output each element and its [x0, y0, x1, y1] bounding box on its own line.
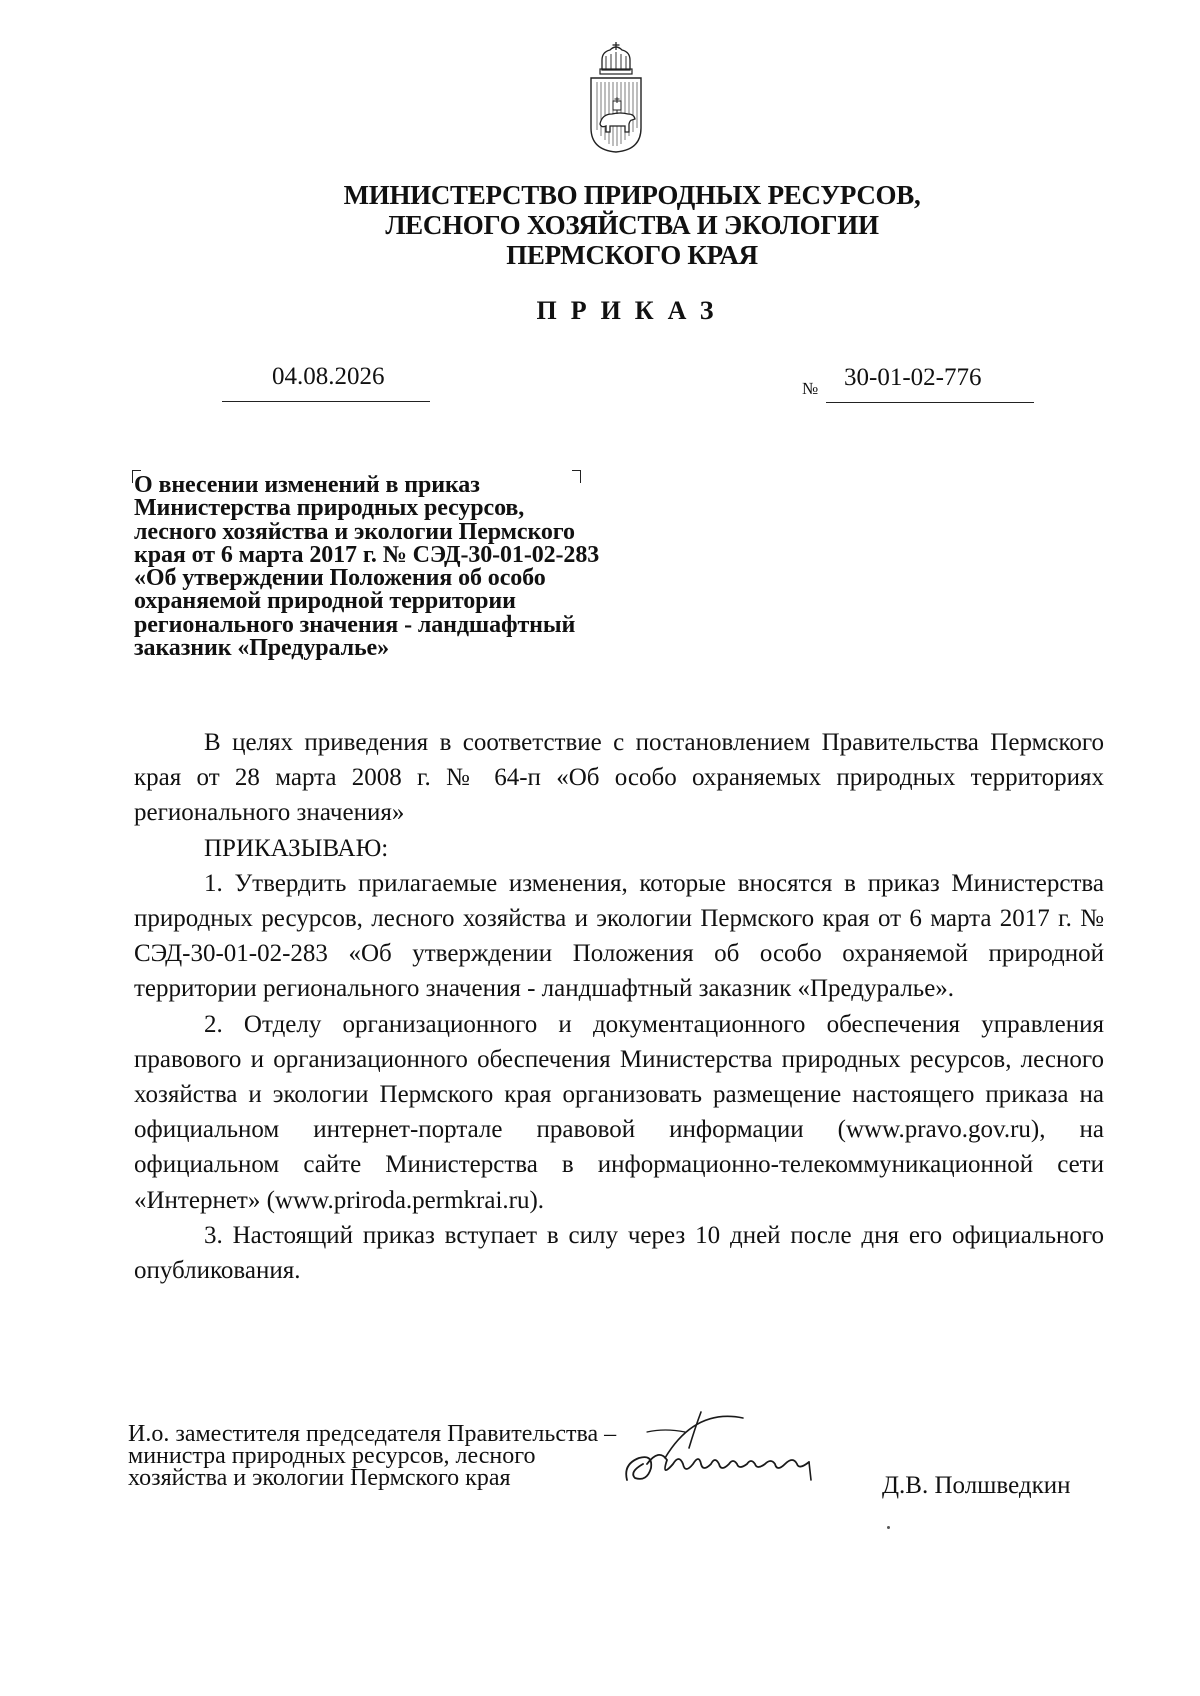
subject-line: «Об утверждении Положения об особо	[134, 565, 546, 592]
order-item-3: 3. Настоящий приказ вступает в силу через 10 дней после дня его официального опубликования.	[134, 1221, 1104, 1285]
ministry-name-line-1: МИНИСТЕРСТВО ПРИРОДНЫХ РЕСУРСОВ,	[343, 180, 921, 210]
signatory-post-line-1: И.о. заместителя председателя Правительства –	[128, 1421, 617, 1447]
subject-line: заказник «Предуралье»	[134, 635, 389, 662]
number-sign: №	[802, 379, 819, 398]
ministry-name-line-3: ПЕРМСКОГО КРАЯ	[506, 240, 758, 270]
subject-line: края от 6 марта 2017 г. № СЭД-30-01-02-283	[134, 541, 600, 568]
coat-of-arms-icon	[588, 40, 644, 154]
document-date: 04.08.2026	[272, 363, 385, 390]
signatory-post-line-2: министра природных ресурсов, лесного	[128, 1443, 536, 1469]
order-word: ПРИКАЗЫВАЮ:	[204, 834, 389, 862]
order-item-1: 1. Утвердить прилагаемые изменения, которые вносятся в приказ Министерства природных ресурсов, лесного хозяйства и экологии Пермского края от 6 марта 2017 г. № СЭД-30-01-02-283 «Об утверждении Положения об особо охраняемой природной территории регионального значения - ландшафтный заказник «Предуралье».	[134, 869, 1104, 1003]
signatory-name: Д.В. Полшведкин	[882, 1472, 1071, 1499]
order-subject	[134, 474, 734, 660]
preamble-paragraph: В целях приведения в соответствие с постановлением Правительства Пермского края от 28 марта 2008 г. № 64-п «Об особо охраняемых природных территориях регионального значения»	[134, 729, 1104, 827]
ministry-header	[200, 180, 1064, 270]
subject-line: О внесении изменений в приказ	[134, 472, 480, 498]
signatory-post-line-3: хозяйства и экологии Пермского края	[128, 1465, 511, 1491]
subject-line: регионального значения - ландшафтный	[134, 611, 576, 638]
date-field	[222, 363, 430, 402]
subject-line: Министерства природных ресурсов,	[134, 495, 525, 522]
document-number: 30-01-02-776	[844, 364, 982, 391]
document-type-title: ПРИКАЗ	[536, 296, 728, 325]
number-field	[826, 364, 1034, 403]
signatory-position	[128, 1423, 616, 1489]
ministry-name-line-2: ЛЕСНОГО ХОЗЯЙСТВА И ЭКОЛОГИИ	[385, 210, 879, 240]
scan-speck	[887, 1526, 890, 1529]
order-item-2: 2. Отделу организационного и документационного обеспечения управления правового и организационного обеспечения Министерства природных ресурсов, лесного хозяйства и экологии Пермского края организовать размещение настоящего приказа на официальном интернет-портале правовой информации (www.pravo.gov.ru), на официальном сайте Министерства в информационно-телекоммуникационной сети «Интернет» (www.priroda.permkrai.ru).	[134, 1010, 1104, 1214]
subject-line: охраняемой природной территории	[134, 588, 516, 615]
order-body	[134, 725, 1104, 1288]
subject-line: лесного хозяйства и экологии Пермского	[134, 518, 575, 545]
handwritten-signature	[625, 1398, 875, 1488]
